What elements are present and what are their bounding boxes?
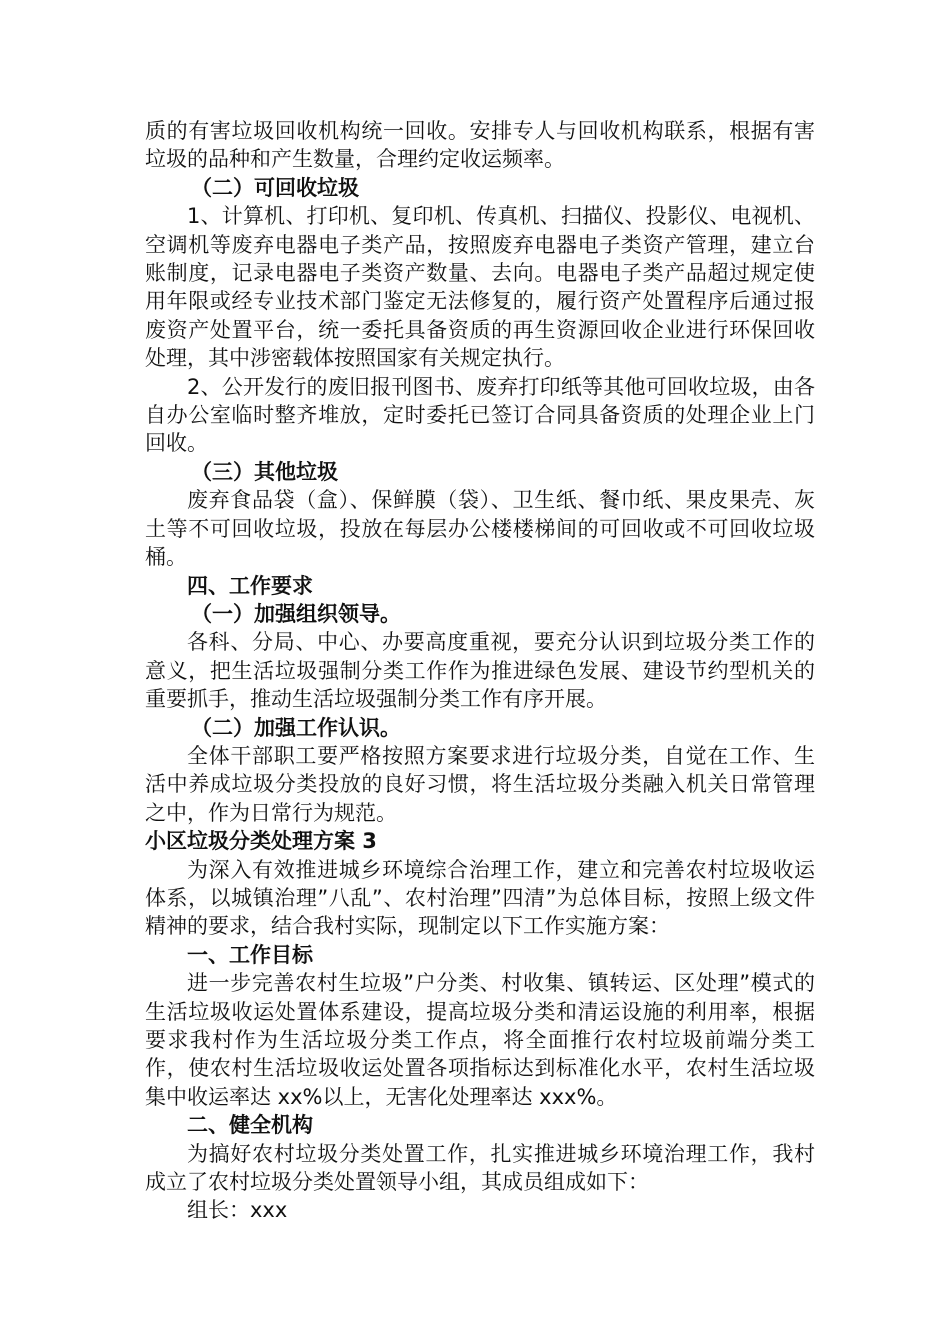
paragraph-plan-intro: 为深入有效推进城乡环境综合治理工作，建立和完善农村垃圾收运体系，以城镇治理”八乱”、农村治理”四清”为总体目标，按照上级文件精神的要求，结合我村实际，现制定以下工作实施方案：	[145, 857, 815, 939]
paragraph-organization: 为搞好农村垃圾分类处置工作，扎实推进城乡环境治理工作，我村成立了农村垃圾分类处置领导小组，其成员组成如下：	[145, 1141, 815, 1195]
section-title-plan-3: 小区垃圾分类处理方案 3	[145, 829, 377, 854]
paragraph-electronics: 1、计算机、打印机、复印机、传真机、扫描仪、投影仪、电视机、空调机等废弃电器电子类产品，按照废弃电器电子类资产管理，建立台账制度，记录电器电子类资产数量、去向。电器电子类产品超过规定使用年限或经专业技术部门鉴定无法修复的，履行资产处置程序后通过报废资产处置平台，统一委托具备资质的再生资源回收企业进行环保回收处理，其中涉密载体按照国家有关规定执行。	[145, 204, 815, 371]
paragraph-group-leader: 组长：xxx	[187, 1198, 288, 1223]
subheading-work-awareness: （二）加强工作认识。	[191, 715, 401, 740]
paragraph-hazardous-waste-end: 质的有害垃圾回收机构统一回收。安排专人与回收机构联系，根据有害垃圾的品种和产生数量，合理约定收运频率。	[145, 119, 815, 172]
heading-organization: 二、健全机构	[187, 1113, 313, 1138]
heading-work-goals: 一、工作目标	[187, 942, 313, 967]
paragraph-work-awareness: 全体干部职工要严格按照方案要求进行垃圾分类，自觉在工作、生活中养成垃圾分类投放的良好习惯，将生活垃圾分类融入机关日常管理之中，作为日常行为规范。	[145, 743, 815, 825]
document-body	[145, 117, 815, 1225]
subheading-other-waste: （三）其他垃圾	[191, 459, 338, 484]
paragraph-work-goals: 进一步完善农村生垃圾”户分类、村收集、镇转运、区处理”模式的生活垃圾收运处置体系建设，提高垃圾分类和清运设施的利用率，根据要求我村作为生活垃圾分类工作点，将全面推行农村垃圾前端分类工作，使农村生活垃圾收运处置各项指标达到标准化水平，农村生活垃圾集中收运率达 xx%以上，无害化处理率达 xxx%。	[145, 971, 815, 1109]
paragraph-paper-recycling: 2、公开发行的废旧报刊图书、废弃打印纸等其他可回收垃圾，由各自办公室临时整齐堆放，定时委托已签订合同具备资质的处理企业上门回收。	[145, 374, 815, 456]
subheading-organization-leadership: （一）加强组织领导。	[191, 601, 401, 626]
subheading-recyclable-waste: （二）可回收垃圾	[191, 175, 359, 200]
paragraph-organization-leadership: 各科、分局、中心、办要高度重视，要充分认识到垃圾分类工作的意义，把生活垃圾强制分类工作作为推进绿色发展、建设节约型机关的重要抓手，推动生活垃圾强制分类工作有序开展。	[145, 630, 815, 712]
heading-work-requirements: 四、工作要求	[187, 573, 313, 598]
paragraph-other-waste: 废弃食品袋（盒）、保鲜膜（袋）、卫生纸、餐巾纸、果皮果壳、灰土等不可回收垃圾，投放在每层办公楼楼梯间的可回收或不可回收垃圾桶。	[145, 488, 815, 570]
